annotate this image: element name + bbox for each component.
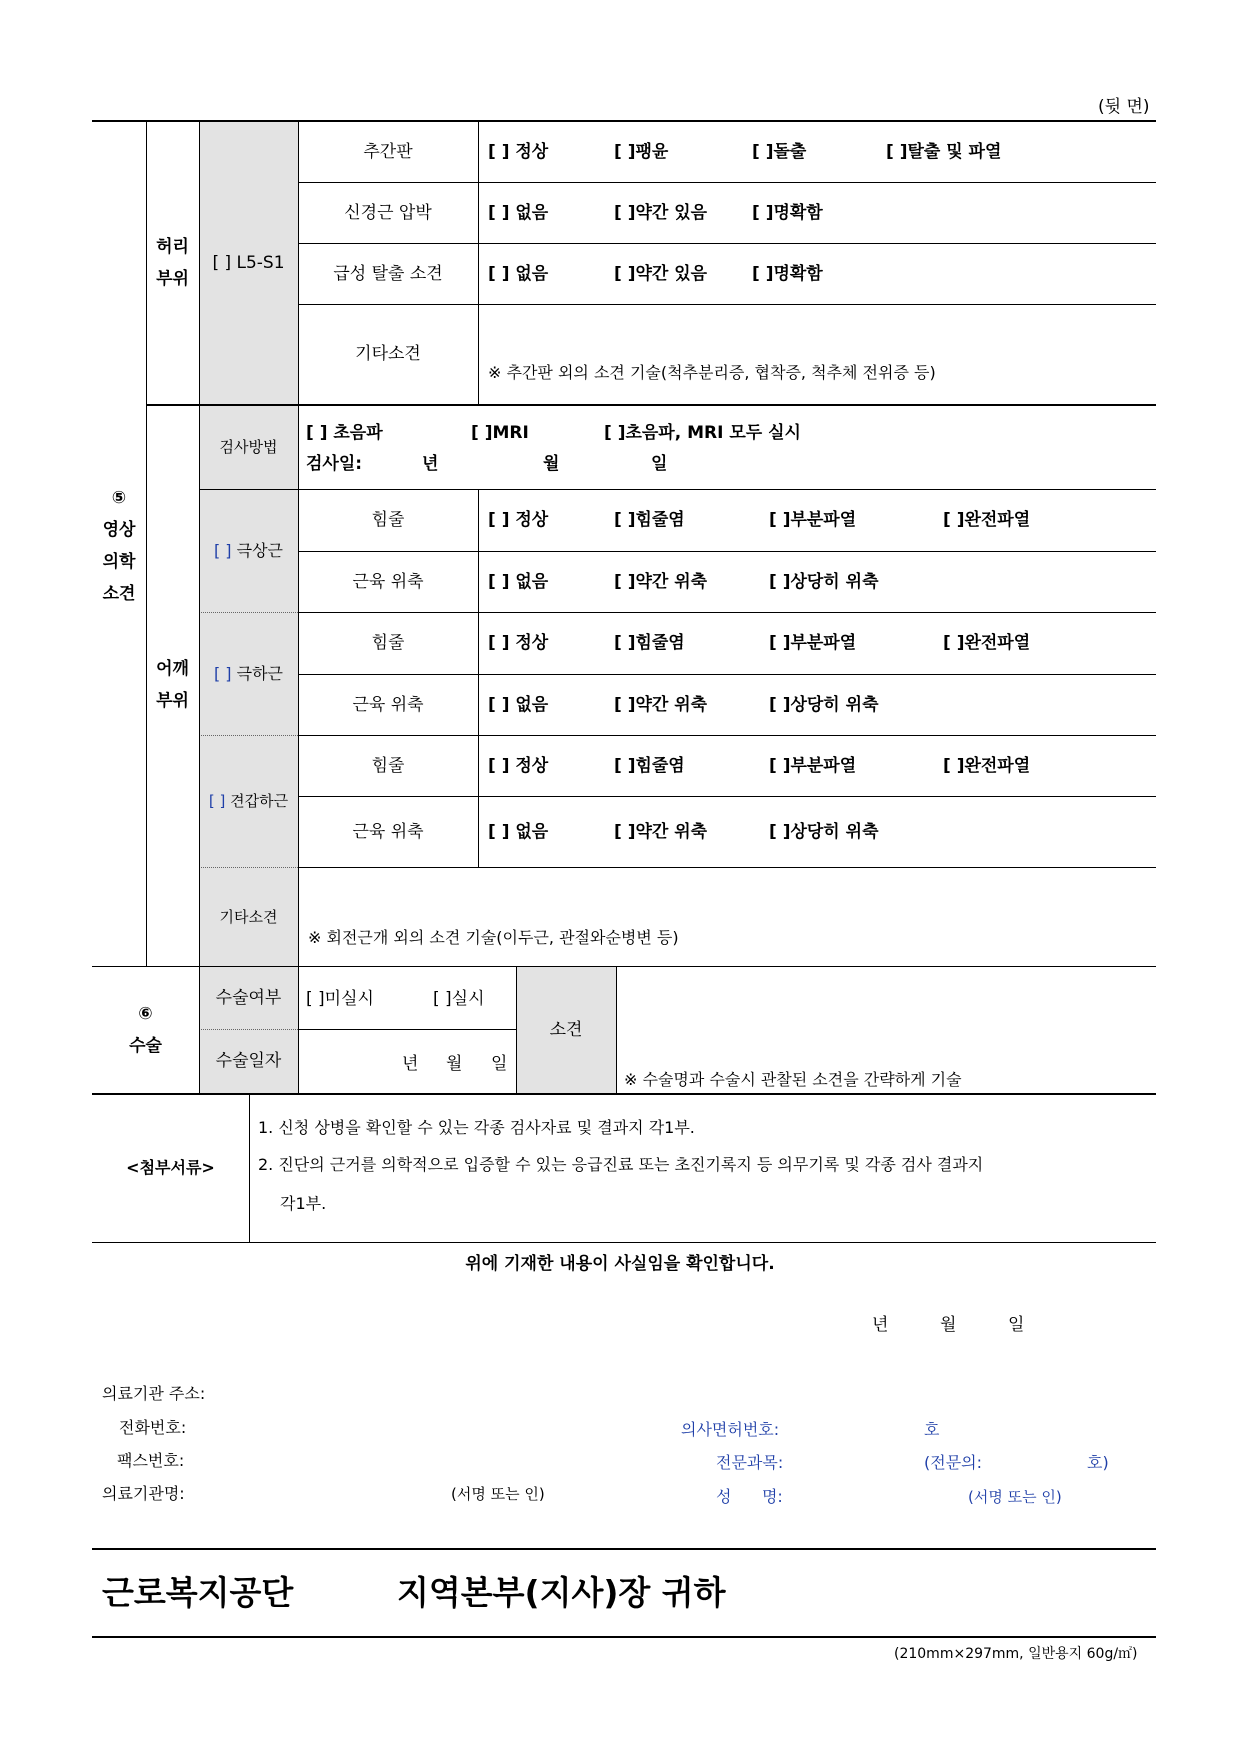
tendon-option-tendinitis[interactable]: [ ]힘줄염 <box>614 756 685 776</box>
doctor-specialty-label: 전문과목: <box>716 1453 784 1472</box>
label-line: ⑤ <box>111 488 127 508</box>
tendon-option-complete[interactable]: [ ]완전파열 <box>943 633 1031 653</box>
shoulder-other-label: 기타소견 <box>219 907 278 926</box>
surgery-option-done[interactable]: [ ]실시 <box>433 989 485 1009</box>
exam-date-month[interactable]: 월 <box>543 454 560 474</box>
line <box>616 966 617 1093</box>
attachment-item-2-cont: 각1부. <box>280 1194 327 1213</box>
lumbar-other-label: 기타소견 <box>355 344 421 364</box>
atrophy-option-slight[interactable]: [ ]약간 위축 <box>614 572 708 592</box>
surgery-status-label: 수술여부 <box>215 987 282 1008</box>
atrophy-option-none[interactable]: [ ] 없음 <box>488 822 549 842</box>
tendon-option-tendinitis[interactable]: [ ]힘줄염 <box>614 633 685 653</box>
line <box>478 121 479 404</box>
date-day[interactable]: 일 <box>1008 1315 1025 1335</box>
atrophy-label: 근육 위축 <box>352 694 424 715</box>
tendon-option-tendinitis[interactable]: [ ]힘줄염 <box>614 510 685 530</box>
line <box>249 1093 250 1242</box>
label-line: 부위 <box>156 691 189 711</box>
label-line: 소견 <box>102 584 136 604</box>
muscle-checkbox[interactable]: [ ] <box>208 792 226 810</box>
atrophy-option-severe[interactable]: [ ]상당히 위축 <box>769 695 879 715</box>
exam-date-year[interactable]: 년 <box>422 454 439 474</box>
disc-option-bulge[interactable]: [ ]팽윤 <box>614 142 669 162</box>
hospital-phone-label: 전화번호: <box>119 1418 187 1437</box>
tendon-option-normal[interactable]: [ ] 정상 <box>488 510 549 530</box>
line <box>92 1636 1156 1638</box>
footer-org: 근로복지공단 <box>102 1573 294 1612</box>
line <box>92 1093 1156 1095</box>
method-label: 검사방법 <box>219 437 278 456</box>
method-option-ultrasound[interactable]: [ ] 초음파 <box>306 423 383 443</box>
hospital-fax-label: 팩스번호: <box>117 1451 185 1470</box>
atrophy-option-slight[interactable]: [ ]약간 위축 <box>614 822 708 842</box>
muscle-name: 극상근 <box>236 540 284 560</box>
attachment-item-1: 1. 신청 상병을 확인할 수 있는 각종 검사자료 및 결과지 각1부. <box>258 1118 695 1137</box>
tendon-option-normal[interactable]: [ ] 정상 <box>488 756 549 776</box>
atrophy-option-none[interactable]: [ ] 없음 <box>488 572 549 592</box>
muscle-checkbox[interactable]: [ ] <box>213 663 232 683</box>
atrophy-option-severe[interactable]: [ ]상당히 위축 <box>769 572 879 592</box>
muscle-name: 견갑하근 <box>230 792 289 810</box>
tendon-label: 힘줄 <box>371 633 405 653</box>
section5-label <box>92 480 146 612</box>
atrophy-option-severe[interactable]: [ ]상당히 위축 <box>769 822 879 842</box>
hospital-sign[interactable]: (서명 또는 인) <box>451 1485 545 1503</box>
surgery-finding-label: 소견 <box>549 1019 583 1040</box>
doctor-name-label: 성 명: <box>716 1487 783 1506</box>
line <box>92 1548 1156 1550</box>
line <box>298 867 1156 868</box>
date-month[interactable]: 월 <box>940 1315 957 1335</box>
label-line: 어깨 <box>156 659 189 679</box>
surgery-finding-note[interactable]: ※ 수술명과 수술시 관찰된 소견을 간략하게 기술 <box>624 1070 962 1089</box>
disc-option-protrusion[interactable]: [ ]돌출 <box>752 142 807 162</box>
muscle-name: 극하근 <box>236 663 284 683</box>
surgery-option-none[interactable]: [ ]미실시 <box>306 989 374 1009</box>
disc-option-normal[interactable]: [ ] 정상 <box>488 142 549 162</box>
tendon-option-complete[interactable]: [ ]완전파열 <box>943 756 1031 776</box>
tendon-option-partial[interactable]: [ ]부분파열 <box>769 756 857 776</box>
shoulder-other-note[interactable]: ※ 회전근개 외의 소견 기술(이두근, 관절와순병변 등) <box>308 928 679 947</box>
nerve-label: 신경근 압박 <box>344 202 432 223</box>
footer-addressee: 지역본부(지사)장 귀하 <box>397 1573 726 1612</box>
atrophy-label: 근육 위축 <box>352 571 424 592</box>
muscle-checkbox[interactable]: [ ] <box>213 540 232 560</box>
line <box>478 489 479 867</box>
doctor-specialist-open: (전문의: <box>924 1453 983 1472</box>
surgery-date-month[interactable]: 월 <box>446 1054 463 1074</box>
surgery-date-day[interactable]: 일 <box>491 1054 508 1074</box>
page-side-label: (뒷 면) <box>1098 97 1150 117</box>
nerve-option-clear[interactable]: [ ]명확함 <box>752 203 823 223</box>
paper-spec: (210mm×297mm, 일반용지 60g/㎡) <box>894 1646 1138 1662</box>
method-option-mri[interactable]: [ ]MRI <box>471 423 529 443</box>
exam-date-label: 검사일: <box>306 454 363 474</box>
muscle-supraspinatus[interactable] <box>199 489 298 612</box>
label-line: 영상 <box>102 520 136 540</box>
muscle-subscapularis[interactable] <box>199 735 298 867</box>
method-option-both[interactable]: [ ]초음파, MRI 모두 실시 <box>604 423 801 443</box>
doctor-license-unit: 호 <box>924 1420 940 1439</box>
doctor-license-label: 의사면허번호: <box>681 1420 780 1439</box>
label-line: 허리 <box>156 236 189 257</box>
tendon-label: 힘줄 <box>371 510 405 530</box>
attachment-item-2: 2. 진단의 근거를 의학적으로 입증할 수 있는 응급진료 또는 초진기록지 등 의무기록 및 각종 검사 결과지 <box>258 1155 984 1174</box>
shoulder-label <box>146 404 199 966</box>
disc-option-extrusion[interactable]: [ ]탈출 및 파열 <box>886 142 1002 162</box>
lumbar-level-checkbox[interactable]: [ ] L5-S1 <box>212 252 285 273</box>
disc-label: 추간판 <box>363 141 413 162</box>
tendon-option-complete[interactable]: [ ]완전파열 <box>943 510 1031 530</box>
surgery-date-label: 수술일자 <box>215 1051 282 1071</box>
tendon-option-normal[interactable]: [ ] 정상 <box>488 633 549 653</box>
tendon-option-partial[interactable]: [ ]부분파열 <box>769 633 857 653</box>
acute-label: 급성 탈출 소견 <box>333 263 443 284</box>
tendon-option-partial[interactable]: [ ]부분파열 <box>769 510 857 530</box>
line <box>298 1029 516 1030</box>
acute-option-none[interactable]: [ ] 없음 <box>488 264 549 284</box>
line <box>92 1242 1156 1243</box>
surgery-date-year[interactable]: 년 <box>402 1054 419 1074</box>
acute-option-clear[interactable]: [ ]명확함 <box>752 264 823 284</box>
label-line: 의학 <box>102 552 136 572</box>
muscle-infraspinatus[interactable] <box>199 612 298 735</box>
lumbar-label <box>146 121 199 404</box>
label-line: ⑥ <box>138 1003 153 1024</box>
hospital-name-label: 의료기관명: <box>102 1484 185 1503</box>
nerve-option-slight[interactable]: [ ]약간 있음 <box>614 203 708 223</box>
date-year[interactable]: 년 <box>872 1315 889 1335</box>
label-line: 수술 <box>129 1035 162 1056</box>
exam-date-day[interactable]: 일 <box>651 454 668 474</box>
nerve-option-none[interactable]: [ ] 없음 <box>488 203 549 223</box>
hospital-address-label: 의료기관 주소: <box>102 1384 206 1403</box>
lumbar-other-note[interactable]: ※ 추간판 외의 소견 기술(척추분리증, 협착증, 척추체 전위증 등) <box>488 363 936 382</box>
doctor-sign[interactable]: (서명 또는 인) <box>968 1488 1062 1506</box>
confirm-statement: 위에 기재한 내용이 사실임을 확인합니다. <box>465 1254 775 1274</box>
label-line: 부위 <box>156 268 189 289</box>
atrophy-label: 근육 위축 <box>352 821 424 842</box>
doctor-specialist-close: 호) <box>1087 1453 1109 1472</box>
section6-label <box>92 966 199 1093</box>
atrophy-option-slight[interactable]: [ ]약간 위축 <box>614 695 708 715</box>
atrophy-option-none[interactable]: [ ] 없음 <box>488 695 549 715</box>
acute-option-slight[interactable]: [ ]약간 있음 <box>614 264 708 284</box>
tendon-label: 힘줄 <box>371 755 405 776</box>
attachments-label: <첨부서류> <box>126 1157 215 1177</box>
